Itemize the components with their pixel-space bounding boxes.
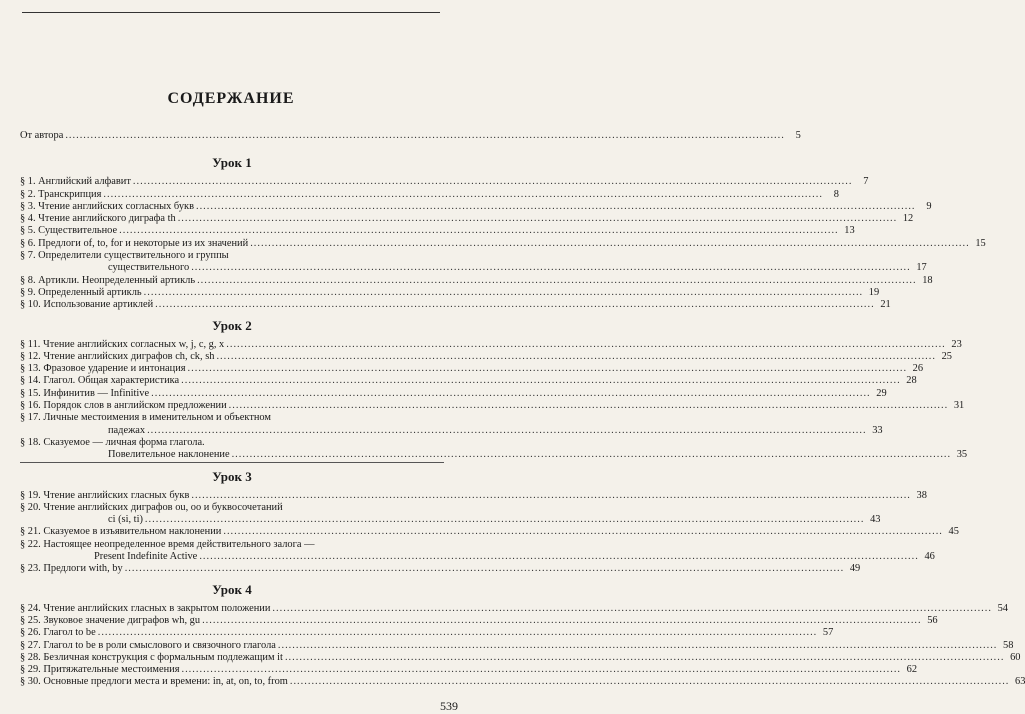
leader-dots — [202, 615, 922, 627]
toc-entry[interactable] — [20, 614, 938, 627]
lesson-heading: Урок 4 — [212, 581, 252, 597]
toc-entry-label: § 3. Чтение английских согласных букв — [20, 200, 194, 212]
leader-dots — [98, 627, 818, 639]
toc-entry[interactable] — [20, 274, 933, 287]
toc-entry-page: 49 — [849, 563, 861, 575]
toc-entry-label: существительного — [108, 262, 190, 274]
toc-entry-page: 15 — [975, 237, 986, 249]
toc-entry-label: § 12. Чтение английских диграфов ch, ck, sh — [20, 350, 215, 362]
leader-dots — [278, 640, 998, 652]
table-of-contents — [20, 130, 1025, 689]
leader-dots — [181, 664, 901, 676]
toc-entry-label: падежах — [108, 424, 146, 436]
toc-entry[interactable] — [20, 514, 881, 526]
toc-entry-label: § 24. Чтение английских гласных в закрытом положении — [20, 602, 271, 614]
leader-dots — [191, 262, 911, 274]
leader-dots — [144, 287, 864, 299]
leader-dots — [199, 551, 919, 563]
toc-entry-label: § 16. Порядок слов в английском предложении — [20, 400, 227, 412]
toc-entry-label: § 26. Глагол to be — [20, 627, 96, 639]
toc-entry-label: Present Indefinite Active — [94, 551, 198, 563]
toc-entry-label: § 11. Чтение английских согласных w, j, c, g, x — [20, 338, 225, 350]
toc-entry-label: § 21. Сказуемое в изъявительном наклонении — [20, 526, 222, 538]
leader-dots — [285, 652, 1005, 664]
toc-entry[interactable] — [20, 286, 880, 299]
toc-entry-line[interactable]: § 22. Настоящее неопределенное время действительного залога — — [20, 538, 315, 550]
toc-entry[interactable] — [20, 375, 917, 387]
toc-entry[interactable] — [20, 551, 935, 563]
leader-dots — [103, 189, 823, 201]
toc-entry-page: 58 — [1003, 639, 1014, 651]
toc-entry[interactable] — [20, 526, 959, 538]
top-rule — [22, 12, 440, 13]
lesson-heading: Урок 3 — [212, 468, 252, 484]
toc-entry[interactable] — [20, 639, 1014, 652]
toc-entry-label: Повелительное наклонение — [108, 449, 230, 461]
toc-entry-page: 45 — [948, 526, 959, 538]
toc-entry[interactable] — [20, 213, 914, 225]
toc-entry-page: 13 — [844, 225, 855, 237]
leader-dots — [191, 490, 911, 502]
toc-entry-label: § 25. Звуковое значение диграфов wh, gu — [20, 614, 201, 626]
toc-entry-label: § 9. Определенный артикль — [20, 286, 142, 298]
toc-entry-label: § 29. Притяжательные местоимения — [20, 664, 180, 676]
toc-entry-page: 9 — [926, 200, 932, 212]
toc-entry-page: 7 — [863, 176, 869, 188]
leader-dots — [226, 339, 946, 351]
leader-dots — [223, 526, 943, 538]
toc-entry-label: § 4. Чтение английского диграфа th — [20, 213, 176, 225]
toc-entry-label: § 14. Глагол. Общая характеристика — [20, 375, 180, 387]
toc-entry[interactable] — [20, 188, 839, 201]
leader-dots — [147, 425, 867, 437]
toc-entry-page: 46 — [924, 551, 935, 563]
toc-entry-page: 60 — [1010, 651, 1021, 663]
page-number: 539 — [440, 699, 458, 713]
toc-entry[interactable] — [20, 350, 952, 363]
leader-dots — [290, 676, 1010, 688]
toc-entry[interactable] — [20, 449, 968, 461]
toc-entry-page: 57 — [822, 627, 834, 639]
toc-entry-foreword[interactable] — [20, 130, 801, 142]
leader-dots — [188, 363, 908, 375]
toc-entry[interactable] — [20, 387, 887, 400]
toc-entry-page: 19 — [868, 286, 880, 298]
toc-entry-page: 17 — [916, 262, 927, 274]
leader-dots — [65, 130, 785, 142]
leader-dots — [216, 351, 936, 363]
toc-entry[interactable] — [20, 627, 834, 639]
toc-entry-page: 38 — [916, 489, 927, 501]
toc-entry-page: 25 — [941, 350, 952, 362]
toc-entry[interactable] — [20, 338, 962, 351]
divider — [20, 462, 444, 463]
leader-dots — [155, 299, 875, 311]
toc-entry-page: 31 — [953, 400, 965, 412]
toc-entry-page: 35 — [956, 449, 968, 461]
toc-entry-page: 5 — [795, 130, 801, 141]
toc-entry-page: 28 — [906, 375, 917, 387]
toc-entry[interactable] — [20, 563, 861, 575]
toc-entry-page: 54 — [997, 602, 1008, 614]
toc-entry[interactable] — [20, 602, 1008, 615]
toc-entry-page: 26 — [912, 363, 924, 375]
leader-dots — [125, 563, 845, 575]
leader-dots — [229, 400, 949, 412]
toc-entry-label: § 28. Безличная конструкция с формальным подлежащим it — [20, 651, 283, 663]
leader-dots — [232, 449, 952, 461]
toc-entry-label: § 2. Транскрипция — [20, 188, 102, 200]
toc-entry-page: 21 — [880, 299, 891, 311]
leader-dots — [151, 388, 871, 400]
toc-entry[interactable] — [20, 400, 965, 412]
toc-entry-page: 62 — [906, 664, 918, 676]
toc-entry-label: § 8. Артикли. Неопределенный артикль — [20, 274, 196, 286]
lesson-heading: Урок 2 — [212, 317, 252, 333]
toc-entry-page: 56 — [927, 614, 938, 626]
toc-entry-page: 63 — [1015, 676, 1025, 688]
toc-entry-page: 23 — [951, 338, 962, 350]
toc-entry[interactable] — [20, 237, 986, 250]
toc-entry-page: 12 — [902, 213, 914, 225]
toc-entry-line[interactable]: § 18. Сказуемое — личная форма глагола. — [20, 436, 205, 448]
toc-entry[interactable] — [20, 676, 1025, 688]
toc-entry[interactable] — [20, 225, 855, 237]
toc-entry-page: 18 — [922, 274, 933, 286]
toc-entry-label: § 1. Английский алфавит — [20, 176, 131, 188]
toc-entry[interactable] — [20, 363, 924, 375]
toc-entry-label: § 27. Глагол to be в роли смыслового и связочного глагола — [20, 639, 276, 651]
toc-entry[interactable] — [20, 651, 1021, 664]
page-title: СОДЕРЖАНИЕ — [167, 90, 295, 107]
toc-entry-label: От автора — [20, 130, 64, 141]
toc-entry[interactable] — [20, 262, 927, 274]
toc-entry-label: § 23. Предлоги with, by — [20, 563, 123, 575]
toc-entry[interactable] — [20, 424, 883, 437]
toc-entry-label: ci (si, ti) — [108, 514, 143, 526]
toc-entry-line[interactable]: § 17. Личные местоимения в именительном и объектном — [20, 412, 271, 424]
toc-entry[interactable] — [20, 176, 869, 188]
leader-dots — [181, 375, 901, 387]
toc-entry[interactable] — [20, 299, 891, 311]
leader-dots — [197, 275, 917, 287]
toc-entry[interactable] — [20, 489, 927, 502]
lesson-heading: Урок 1 — [212, 155, 252, 171]
leader-dots — [133, 176, 853, 188]
toc-entry-label: § 13. Фразовое ударение и интонация — [20, 363, 186, 375]
leader-dots — [145, 514, 865, 526]
leader-dots — [196, 201, 916, 213]
toc-entry-label: § 5. Существительное — [20, 225, 118, 237]
leader-dots — [250, 238, 970, 250]
toc-entry-page: 8 — [833, 188, 839, 200]
toc-entry[interactable] — [20, 200, 932, 213]
leader-dots — [178, 213, 898, 225]
leader-dots — [119, 225, 839, 237]
toc-entry[interactable] — [20, 664, 918, 676]
toc-entry-label: § 10. Использование артиклей — [20, 299, 154, 311]
toc-entry-page: 29 — [876, 387, 887, 399]
toc-entry-page: 33 — [872, 424, 883, 436]
toc-entry-line[interactable]: § 7. Определители существительного и группы — [20, 250, 229, 262]
leader-dots — [272, 603, 992, 615]
toc-entry-label: § 15. Инфинитив — Infinitive — [20, 387, 150, 399]
toc-entry-line[interactable]: § 20. Чтение английских диграфов ou, oo и буквосочетаний — [20, 501, 283, 513]
toc-entry-page: 43 — [870, 514, 881, 526]
toc-entry-label: § 19. Чтение английских гласных букв — [20, 489, 190, 501]
toc-entry-label: § 6. Предлоги of, to, for и некоторые из их значений — [20, 237, 249, 249]
toc-entry-label: § 30. Основные предлоги места и времени: in, at, on, to, from — [20, 676, 288, 688]
